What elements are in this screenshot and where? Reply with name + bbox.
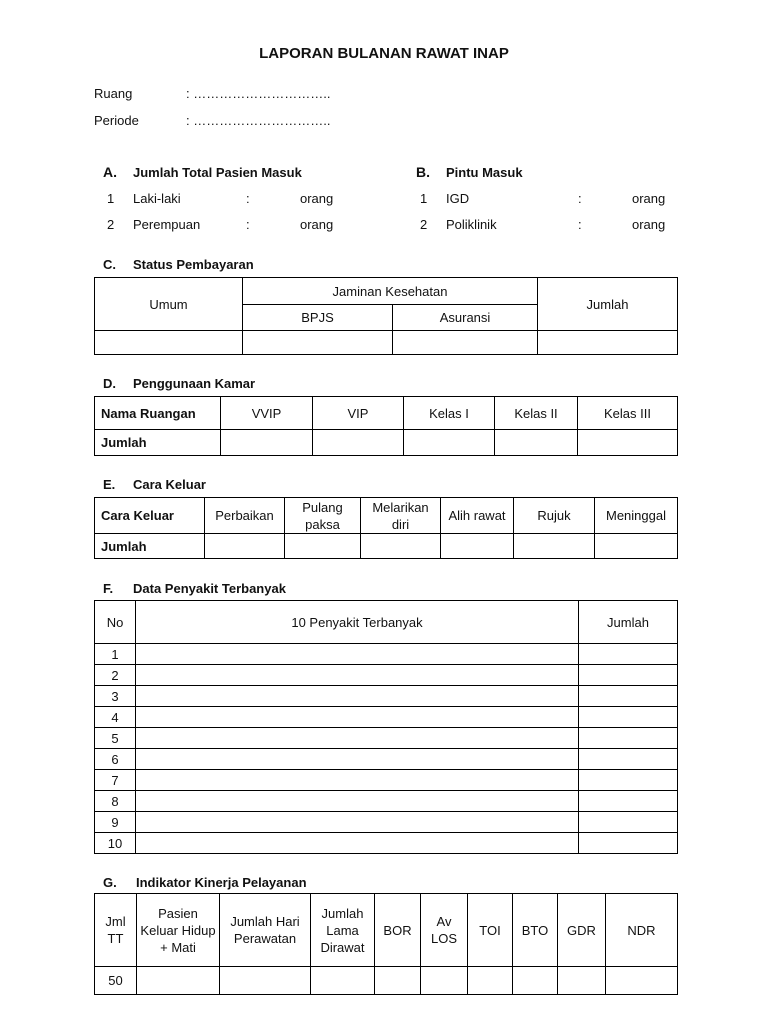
section-a-row-unit: orang [300, 217, 334, 232]
penyakit-header: 10 Penyakit Terbanyak [136, 601, 579, 644]
section-g-title: Indikator Kinerja Pelayanan [136, 875, 307, 890]
count-input-cell[interactable] [579, 644, 678, 665]
section-b-row-no: 2 [420, 217, 428, 232]
count-input-cell[interactable] [579, 812, 678, 833]
disease-input-cell[interactable] [136, 686, 579, 707]
table-row [95, 728, 678, 749]
row-number: 10 [95, 833, 136, 854]
vvip-header: VVIP [221, 397, 313, 430]
umum-input-cell[interactable] [95, 331, 243, 355]
disease-input-cell[interactable] [136, 665, 579, 686]
bto-input-cell[interactable] [513, 967, 558, 995]
meninggal-input-cell[interactable] [595, 534, 678, 559]
count-input-cell[interactable] [579, 665, 678, 686]
periode-value: : ………………………….. [186, 113, 331, 128]
room-usage-table [94, 396, 678, 456]
row-number: 2 [95, 665, 136, 686]
table-row [95, 665, 678, 686]
count-input-cell[interactable] [579, 770, 678, 791]
section-a-row-no: 1 [107, 191, 115, 206]
top-diseases-table [94, 600, 678, 854]
section-a-row-colon: : [246, 217, 250, 232]
count-input-cell[interactable] [579, 686, 678, 707]
bpjs-header: BPJS [243, 305, 393, 331]
vip-header: VIP [313, 397, 404, 430]
count-input-cell[interactable] [579, 791, 678, 812]
jumlah-row-label: Jumlah [95, 430, 221, 456]
row-number: 1 [95, 644, 136, 665]
jaminan-header: Jaminan Kesehatan [243, 278, 538, 305]
kelas-1-input-cell[interactable] [404, 430, 495, 456]
ruang-label: Ruang [94, 86, 133, 101]
asuransi-input-cell[interactable] [393, 331, 538, 355]
hari-perawatan-input-cell[interactable] [220, 967, 311, 995]
pasien-keluar-input-cell[interactable] [137, 967, 220, 995]
jml-tt-value: 50 [95, 967, 137, 995]
section-b-row-unit: orang [632, 191, 666, 206]
ndr-header: NDR [606, 894, 678, 967]
disease-input-cell[interactable] [136, 707, 579, 728]
bor-input-cell[interactable] [375, 967, 421, 995]
section-e-letter: E. [103, 477, 116, 492]
vip-input-cell[interactable] [313, 430, 404, 456]
table-row [95, 770, 678, 791]
lama-dirawat-header: Jumlah Lama Dirawat [311, 894, 375, 967]
count-input-cell[interactable] [579, 749, 678, 770]
section-g-letter: G. [103, 875, 117, 890]
table-row [95, 833, 678, 854]
table-row [95, 707, 678, 728]
kelas-3-input-cell[interactable] [578, 430, 678, 456]
vvip-input-cell[interactable] [221, 430, 313, 456]
row-number: 6 [95, 749, 136, 770]
section-b-letter: B. [416, 164, 430, 180]
bto-header: BTO [513, 894, 558, 967]
ndr-input-cell[interactable] [606, 967, 678, 995]
row-number: 3 [95, 686, 136, 707]
section-f-title: Data Penyakit Terbanyak [133, 581, 286, 596]
section-f-letter: F. [103, 581, 114, 596]
av-los-header: Av LOS [421, 894, 468, 967]
bpjs-input-cell[interactable] [243, 331, 393, 355]
pulang-paksa-input-cell[interactable] [285, 534, 361, 559]
umum-header: Umum [95, 278, 243, 331]
disease-input-cell[interactable] [136, 749, 579, 770]
disease-input-cell[interactable] [136, 644, 579, 665]
section-a-row-unit: orang [300, 191, 334, 206]
section-e-title: Cara Keluar [133, 477, 206, 492]
page-title: LAPORAN BULANAN RAWAT INAP [259, 45, 509, 62]
section-d-title: Penggunaan Kamar [133, 376, 256, 391]
discharge-table [94, 497, 678, 559]
jumlah-header: Jumlah [579, 601, 678, 644]
alih-rawat-header: Alih rawat [441, 498, 514, 534]
rujuk-input-cell[interactable] [514, 534, 595, 559]
disease-input-cell[interactable] [136, 791, 579, 812]
section-a-letter: A. [103, 164, 117, 180]
perbaikan-input-cell[interactable] [205, 534, 285, 559]
periode-label: Periode [94, 113, 139, 128]
section-b-row-colon: : [578, 191, 582, 206]
section-b-row-no: 1 [420, 191, 428, 206]
performance-indicator-table [94, 893, 678, 995]
section-d-letter: D. [103, 376, 116, 391]
payment-status-table [94, 277, 678, 355]
hari-perawatan-header: Jumlah Hari Perawatan [220, 894, 311, 967]
meninggal-header: Meninggal [595, 498, 678, 534]
section-b-row-unit: orang [632, 217, 666, 232]
nama-ruangan-header: Nama Ruangan [95, 397, 221, 430]
count-input-cell[interactable] [579, 707, 678, 728]
gdr-header: GDR [558, 894, 606, 967]
count-input-cell[interactable] [579, 833, 678, 854]
no-header: No [95, 601, 136, 644]
section-c-title: Status Pembayaran [133, 257, 254, 272]
asuransi-header: Asuransi [393, 305, 538, 331]
ruang-value: : ………………………….. [186, 86, 331, 101]
section-b-row-label: IGD [446, 191, 470, 206]
kelas-1-header: Kelas I [404, 397, 495, 430]
count-input-cell[interactable] [579, 728, 678, 749]
jumlah-row-label: Jumlah [95, 534, 205, 559]
row-number: 7 [95, 770, 136, 791]
pasien-keluar-header: Pasien Keluar Hidup + Mati [137, 894, 220, 967]
section-a-row-label: Perempuan [133, 217, 201, 232]
section-b-title: Pintu Masuk [446, 165, 523, 180]
row-number: 9 [95, 812, 136, 833]
toi-input-cell[interactable] [468, 967, 513, 995]
section-a-row-no: 2 [107, 217, 115, 232]
disease-input-cell[interactable] [136, 728, 579, 749]
melarikan-diri-input-cell[interactable] [361, 534, 441, 559]
rujuk-header: Rujuk [514, 498, 595, 534]
row-number: 4 [95, 707, 136, 728]
section-b-row-colon: : [578, 217, 582, 232]
table-row [95, 644, 678, 665]
lama-dirawat-input-cell[interactable] [311, 967, 375, 995]
perbaikan-header: Perbaikan [205, 498, 285, 534]
disease-input-cell[interactable] [136, 833, 579, 854]
melarikan-diri-header: Melarikan diri [361, 498, 441, 534]
disease-input-cell[interactable] [136, 770, 579, 791]
table-row [95, 749, 678, 770]
kelas-2-header: Kelas II [495, 397, 578, 430]
gdr-input-cell[interactable] [558, 967, 606, 995]
jumlah-header: Jumlah [538, 278, 678, 331]
table-row [95, 686, 678, 707]
section-b-row-label: Poliklinik [446, 217, 497, 232]
section-a-row-label: Laki-laki [133, 191, 181, 206]
section-a-title: Jumlah Total Pasien Masuk [133, 165, 302, 180]
disease-input-cell[interactable] [136, 812, 579, 833]
toi-header: TOI [468, 894, 513, 967]
row-number: 8 [95, 791, 136, 812]
pulang-paksa-header: Pulang paksa [285, 498, 361, 534]
bor-header: BOR [375, 894, 421, 967]
table-row [95, 791, 678, 812]
section-a-row-colon: : [246, 191, 250, 206]
jumlah-input-cell[interactable] [538, 331, 678, 355]
jml-tt-header: Jml TT [95, 894, 137, 967]
section-c-letter: C. [103, 257, 116, 272]
kelas-2-input-cell[interactable] [495, 430, 578, 456]
table-row [95, 812, 678, 833]
alih-rawat-input-cell[interactable] [441, 534, 514, 559]
cara-keluar-header: Cara Keluar [95, 498, 205, 534]
kelas-3-header: Kelas III [578, 397, 678, 430]
row-number: 5 [95, 728, 136, 749]
av-los-input-cell[interactable] [421, 967, 468, 995]
